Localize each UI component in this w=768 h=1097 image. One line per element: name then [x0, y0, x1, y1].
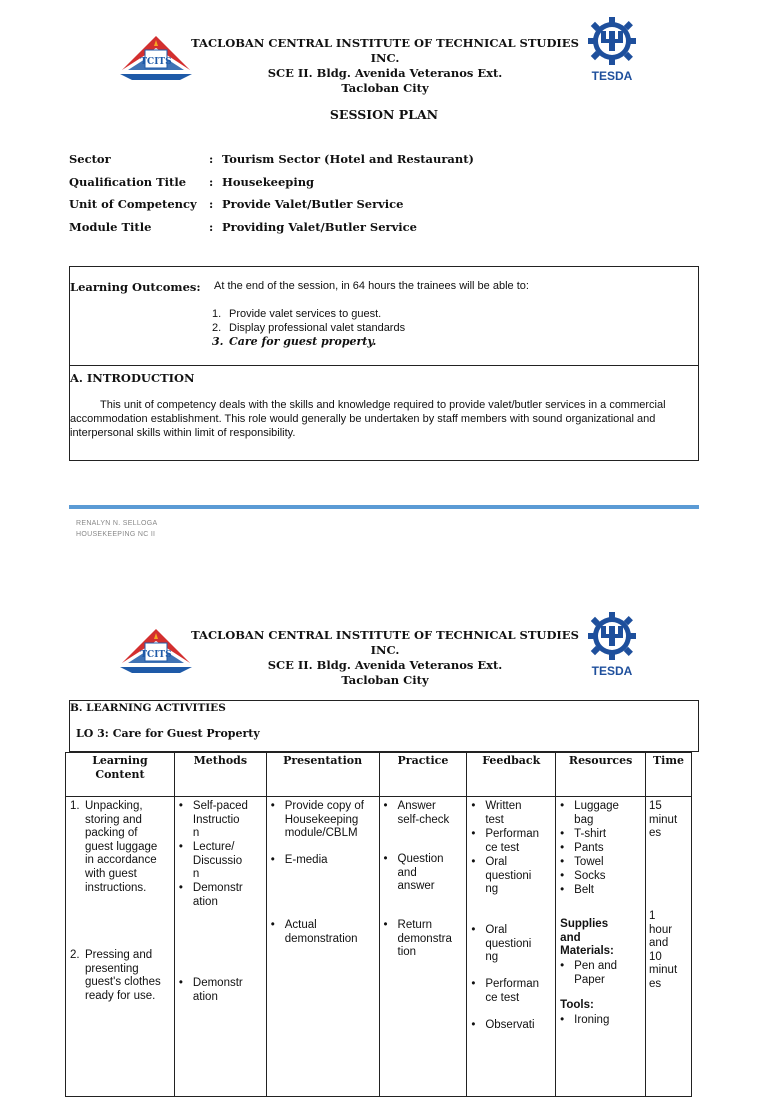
- resource-item: Pants: [574, 842, 604, 854]
- institute-address: SCE II. Bldg. Avenida Veteranos Ext.: [267, 66, 503, 80]
- bullet: •: [471, 1019, 476, 1031]
- introduction-heading: A. INTRODUCTION: [70, 371, 195, 385]
- supplies-item: Pen and Paper: [574, 960, 618, 986]
- learning-activities-box: [69, 700, 699, 752]
- cell-presentation: [266, 797, 379, 1097]
- bullet: •: [471, 856, 476, 868]
- resource-item: T-shirt: [574, 828, 607, 840]
- learning-outcomes-intro: At the end of the session, in 64 hours the trainees will be able to:: [214, 280, 529, 292]
- institute-address: SCE II. Bldg. Avenida Veteranos Ext.: [267, 658, 503, 672]
- presentation-item: Actual demonstration: [284, 919, 358, 945]
- resource-item: Luggage bag: [574, 800, 619, 826]
- table-row: [66, 797, 692, 1097]
- feedback-item: Performan ce test: [485, 828, 540, 854]
- feedback-item: Oral questioni ng: [485, 856, 532, 896]
- list-number: 1.: [70, 800, 80, 812]
- list-item: 3. Care for guest property.: [212, 335, 377, 348]
- content-item-1: Unpacking, storing and packing of guest luggage in accordance with guest instructions.: [85, 800, 158, 894]
- practice-item: Answer self-check: [397, 800, 450, 826]
- method-item: Demonstr ation: [192, 882, 243, 908]
- method-item: Demonstr ation: [192, 977, 243, 1003]
- learning-activities-table: [65, 752, 692, 1097]
- feedback-item: Performan ce test: [485, 978, 540, 1004]
- bullet: •: [178, 977, 183, 989]
- bullet: •: [560, 842, 565, 854]
- institute-name: TACLOBAN CENTRAL INSTITUTE OF TECHNICAL STUDIES INC.: [191, 36, 579, 65]
- col-methods: Methods: [174, 753, 266, 797]
- resource-item: Belt: [574, 884, 594, 896]
- feedback-item: Observati: [485, 1019, 535, 1031]
- info-colon: :: [209, 152, 214, 166]
- info-value: Housekeeping: [222, 174, 315, 189]
- tools-label: Tools:: [560, 999, 594, 1011]
- lo3-title: LO 3: Care for Guest Property: [76, 727, 260, 740]
- page-footer: [76, 518, 158, 540]
- learning-outcomes-box: [69, 266, 699, 366]
- svg-text:TCITS: TCITS: [140, 650, 172, 660]
- table-header-row: [66, 753, 692, 797]
- bullet: •: [270, 854, 275, 866]
- tesda-gear-icon: [582, 612, 642, 660]
- footer-name: RENALYN N. SELLOGA: [76, 520, 158, 527]
- bullet: •: [560, 870, 565, 882]
- info-colon: :: [209, 197, 214, 212]
- bullet: •: [560, 856, 565, 868]
- introduction-box: [69, 365, 699, 461]
- col-practice: Practice: [379, 753, 467, 797]
- cell-resources: [556, 797, 646, 1097]
- cell-feedback: [467, 797, 556, 1097]
- list-number: 2.: [70, 949, 80, 961]
- bullet: •: [471, 924, 476, 936]
- method-item: Self-paced Instructio n: [192, 800, 248, 840]
- bullet: •: [383, 919, 388, 931]
- info-label: Unit of Competency: [69, 197, 197, 212]
- cell-methods: [174, 797, 266, 1097]
- info-colon: :: [209, 174, 214, 189]
- info-colon: :: [209, 220, 214, 235]
- feedback-item: Oral questioni ng: [485, 924, 532, 964]
- content-item-2: Pressing and presenting guest's clothes ready for use.: [85, 949, 161, 1002]
- svg-text:TCITS: TCITS: [140, 57, 172, 67]
- tesda-label: TESDA: [591, 69, 633, 83]
- header-text: [180, 36, 590, 96]
- page-divider: [69, 505, 699, 509]
- page1-header: [0, 34, 768, 104]
- bullet: •: [178, 800, 183, 812]
- feedback-item: Written test: [485, 800, 522, 826]
- tools-item: Ironing: [574, 1014, 610, 1026]
- cell-practice: [379, 797, 467, 1097]
- bullet: •: [178, 841, 183, 853]
- institute-city: Tacloban City: [341, 81, 429, 95]
- bullet: •: [560, 884, 565, 896]
- bullet: •: [471, 978, 476, 990]
- col-resources: Resources: [556, 753, 646, 797]
- session-plan-title: SESSION PLAN: [329, 107, 439, 122]
- time-item-2: 1 hour and 10 minut es: [649, 910, 678, 990]
- info-value: Tourism Sector (Hotel and Restaurant): [222, 152, 474, 166]
- presentation-item: E-media: [284, 854, 328, 866]
- page2-header: [0, 627, 768, 697]
- tesda-logo: [582, 612, 642, 678]
- bullet: •: [560, 828, 565, 840]
- learning-activities-heading: B. LEARNING ACTIVITIES: [70, 702, 226, 714]
- list-item: 1. Provide valet services to guest.: [212, 308, 382, 320]
- header-text: [180, 628, 590, 688]
- tesda-logo: [582, 17, 642, 83]
- introduction-body: This unit of competency deals with the skills and knowledge required to provide valet/butler services in a commercial accommodation establishment. This role would generally be undertaken by staff members with sound organizational and interpersonal skills within limit of responsibility.: [70, 399, 666, 439]
- cell-learning-content: [66, 797, 175, 1097]
- method-item: Lecture/ Discussio n: [192, 841, 243, 881]
- resource-item: Socks: [574, 870, 606, 882]
- bullet: •: [471, 828, 476, 840]
- bullet: •: [270, 919, 275, 931]
- practice-item: Return demonstra tion: [397, 919, 452, 959]
- time-item-1: 15 minut es: [649, 800, 678, 840]
- bullet: •: [383, 853, 388, 865]
- practice-item: Question and answer: [397, 853, 444, 893]
- col-presentation: Presentation: [266, 753, 379, 797]
- tesda-gear-icon: [582, 17, 642, 65]
- info-value: Providing Valet/Butler Service: [222, 220, 417, 235]
- info-label: Module Title: [69, 220, 152, 235]
- col-time: Time: [646, 753, 692, 797]
- tesda-label: TESDA: [591, 664, 633, 678]
- cell-time: [646, 797, 692, 1097]
- bullet: •: [560, 960, 565, 972]
- info-label: Qualification Title: [69, 174, 187, 189]
- info-value: Provide Valet/Butler Service: [222, 197, 404, 212]
- bullet: •: [560, 800, 565, 812]
- resource-item: Towel: [574, 856, 604, 868]
- bullet: •: [178, 882, 183, 894]
- presentation-item: Provide copy of Housekeeping module/CBLM: [284, 800, 364, 840]
- bullet: •: [471, 800, 476, 812]
- institute-name: TACLOBAN CENTRAL INSTITUTE OF TECHNICAL STUDIES INC.: [191, 628, 579, 657]
- list-item: 2. Display professional valet standards: [212, 322, 406, 334]
- bullet: •: [270, 800, 275, 812]
- info-label: Sector: [69, 152, 111, 166]
- col-feedback: Feedback: [467, 753, 556, 797]
- institute-city: Tacloban City: [341, 673, 429, 687]
- learning-outcomes-label: Learning Outcomes:: [70, 280, 201, 294]
- col-learning-content: Learning Content: [66, 753, 175, 797]
- learning-outcomes-list: [212, 307, 405, 349]
- supplies-label: Supplies and Materials:: [560, 918, 614, 958]
- bullet: •: [560, 1014, 565, 1026]
- bullet: •: [383, 800, 388, 812]
- footer-course: HOUSEKEEPING NC II: [76, 531, 156, 538]
